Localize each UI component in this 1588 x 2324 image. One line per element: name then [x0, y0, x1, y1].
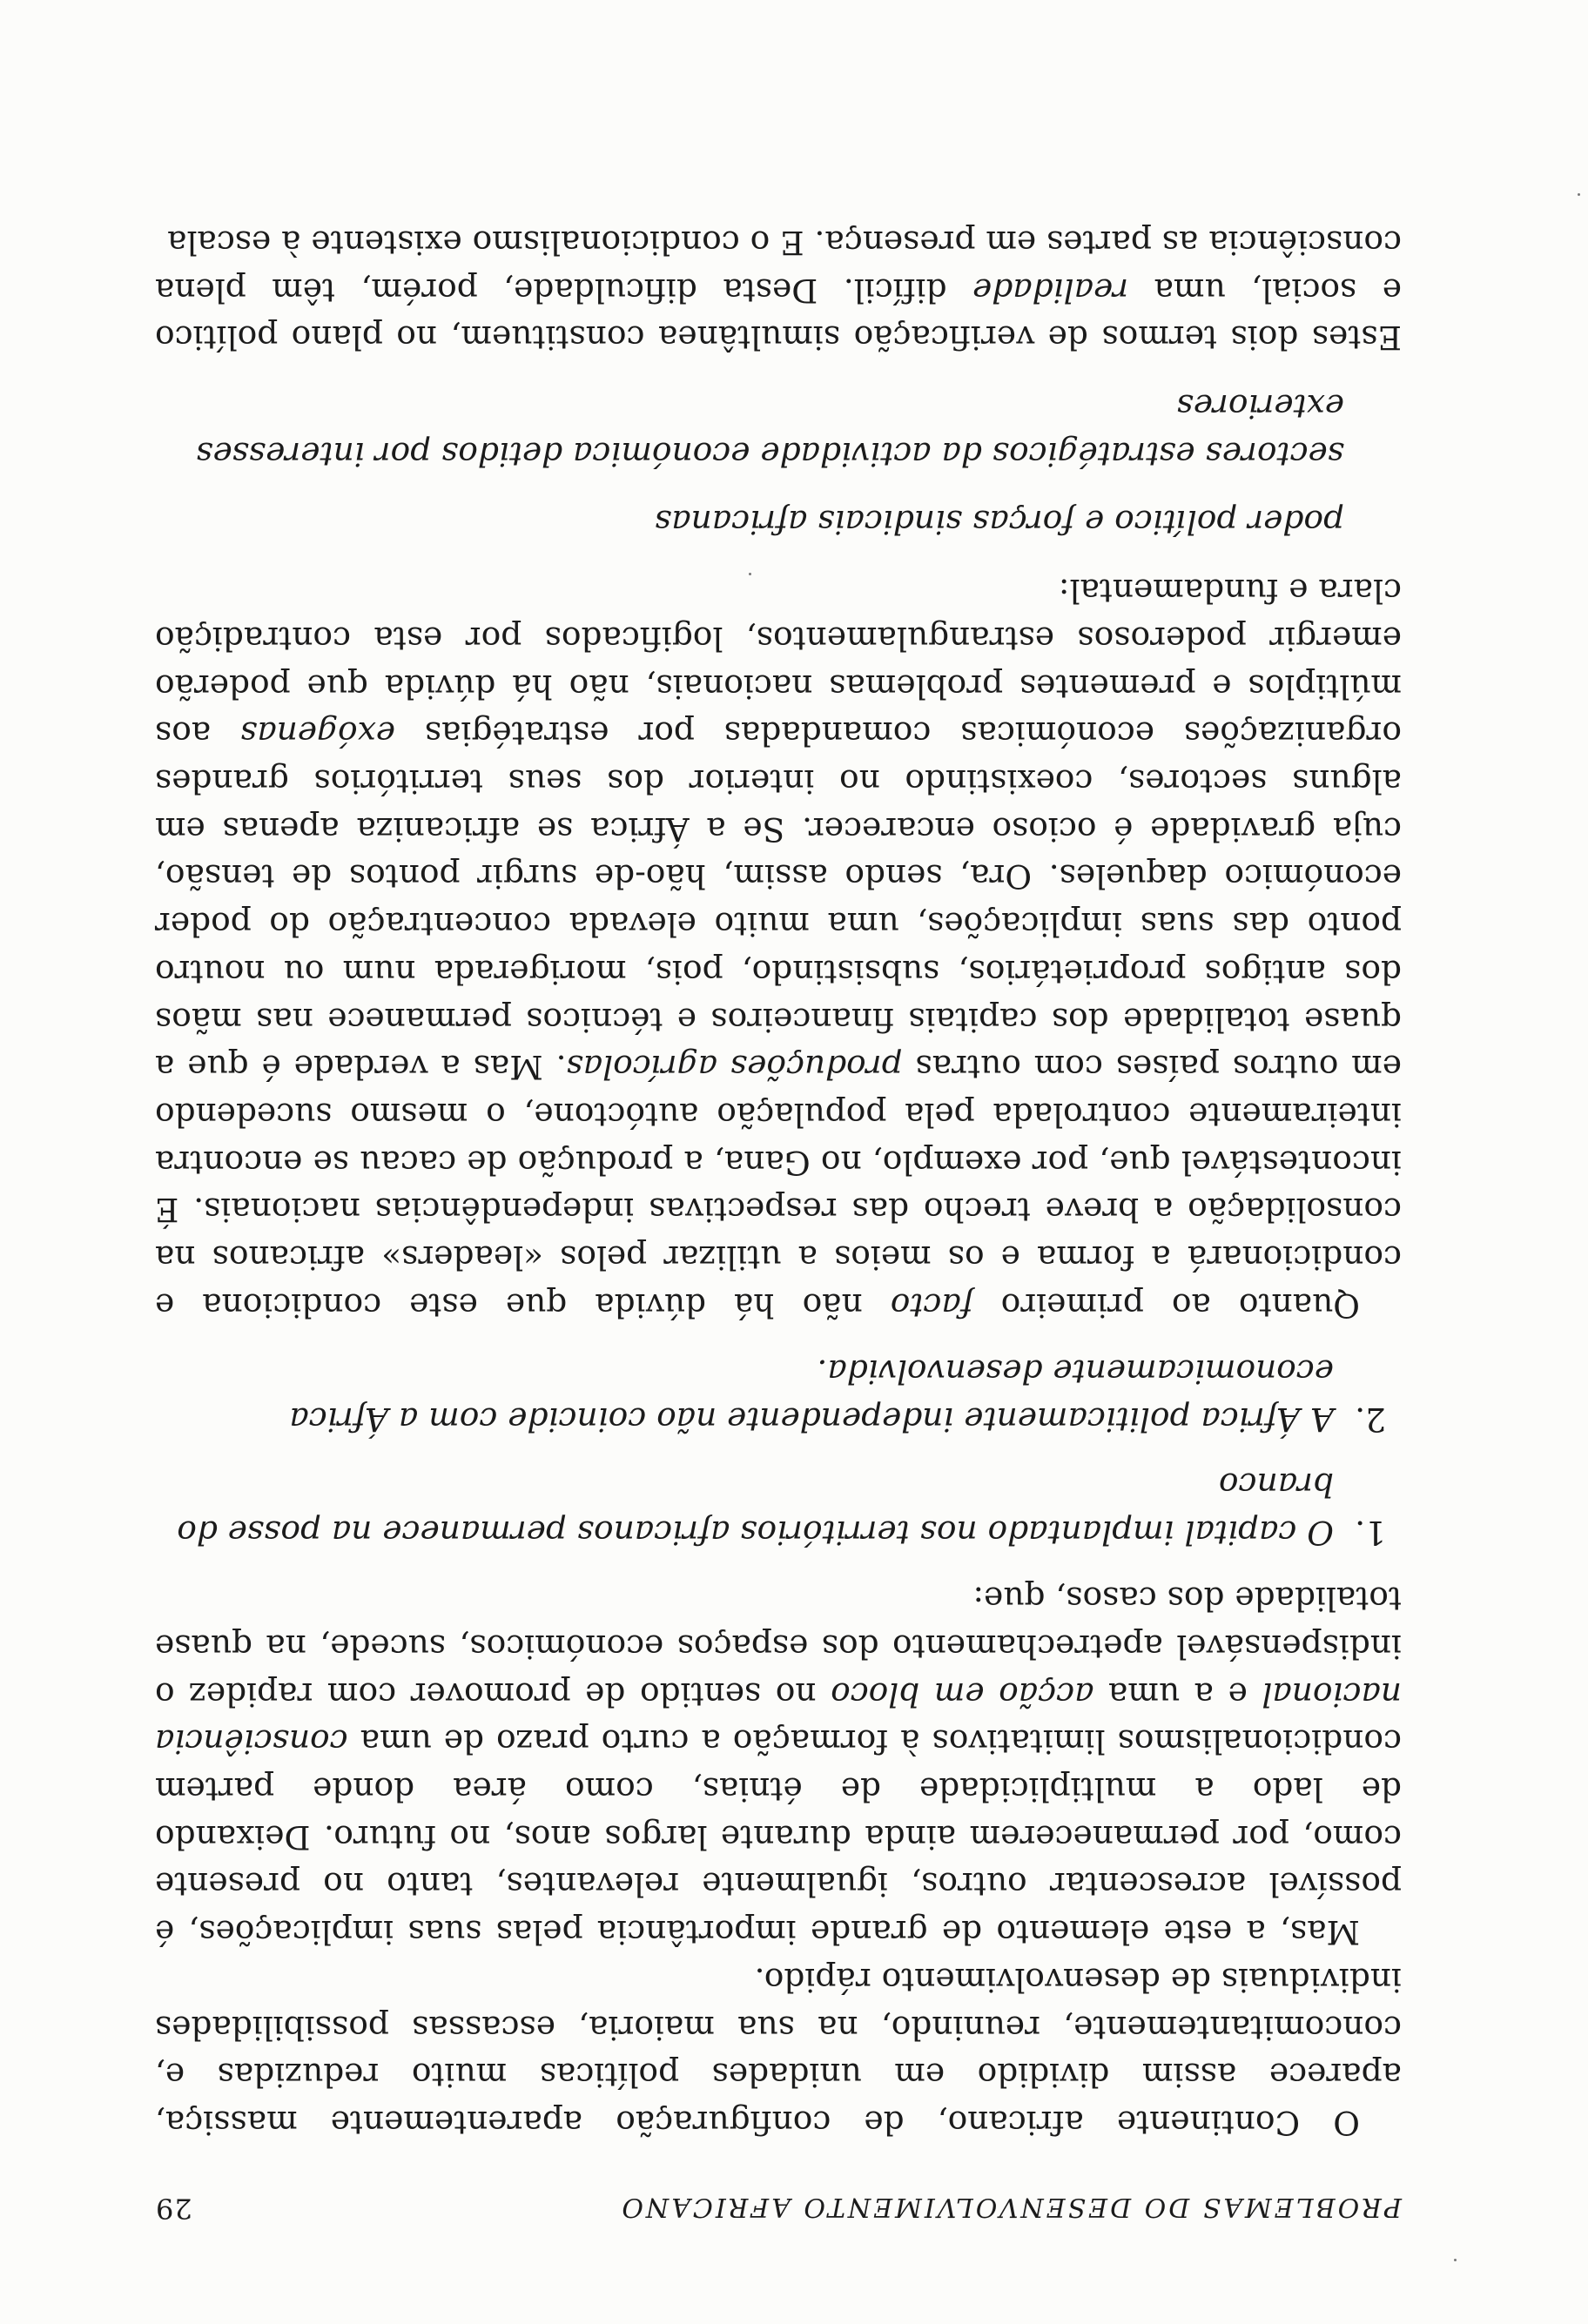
- paragraph-2-text: no sentido de promover com rapidez o indispensável apetrechamento dos espaços económicos, sucede, na quase totalidade dos casos, que:: [155, 1580, 1402, 1714]
- list-text: O capital implantado nos territórios africanos permanece na posse do branco: [177, 1465, 1334, 1552]
- paragraph-3: [155, 568, 1402, 1329]
- paragraph-3-emphasis: exógenas: [240, 715, 395, 754]
- text-block: [155, 218, 1402, 2225]
- paragraph-2-text: e a uma: [1093, 1675, 1262, 1714]
- paragraph-3-text: Quanto ao primeiro: [972, 1286, 1360, 1325]
- paragraph-2-emphasis: acção em bloco: [831, 1675, 1094, 1714]
- list-item: [155, 1461, 1402, 1555]
- paragraph-2-emphasis: consciência nacional: [155, 1675, 1402, 1762]
- paragraph-4-emphasis: realidade: [972, 271, 1129, 310]
- paragraph-2-text: Mas, a este elemento de grande importância pelas suas implicações, é possível acrescentar outros, igualmente relevantes, tanto no presente como, por permanecerem ainda durante largos anos, no futuro. Deixando de lado a multiplicidade de étnias, como área donde partem condicionalismos limitativos à formação a curto prazo de uma: [155, 1723, 1402, 1952]
- running-title: PROBLEMAS DO DESENVOLVIMENTO AFRICANO: [619, 2192, 1402, 2222]
- list-item: [155, 1348, 1402, 1443]
- scan-speck: [749, 573, 751, 575]
- running-header: [155, 2192, 1402, 2225]
- paragraph-1: O Continente africano, de configuração aparentemente massiça, aparece assim dividido em unidades políticas muito reduzidas e, concomitantemente, reunindo, na sua maioria, escassas possibilidades individuais de desenvolvimento rápido.: [155, 1960, 1402, 2142]
- paragraph-4-text: Estes dois termos de verificação simultânea constituem, no plano político e social, uma: [155, 271, 1402, 358]
- numbered-list: [155, 1348, 1402, 1556]
- subpoint-strategic-sectors: sectores estratégicos da actividade económica detidos por interesses exteriores: [196, 387, 1344, 474]
- paragraph-3-text: aos múltiplos e prementes problemas nacionais, não há dúvida que poderão emergir poderosos estrangulamentos, logificados por esta contradição clara e fundamental:: [155, 572, 1402, 754]
- paragraph-3-emphasis: facto: [890, 1286, 973, 1325]
- paragraph-4: [155, 218, 1402, 361]
- scan-speck: [1454, 2259, 1457, 2261]
- paragraph-3-text: . Mas a verdade é que a quase totalidade dos capitais financeiros e técnicos permanece nas mãos dos antigos proprietários, subsistindo, pois, morigerada num ou noutro ponto das suas implicações, uma muito elevada concentração do poder económico daqueles. Ora, sendo assim, hão-de surgir pontos de tensão, cuja gravidade é ocioso encarecer. Se a África se africaniza apenas em alguns sectores, coexistindo no interior dos seus territórios grandes organizações económicas comandadas por estratégias: [155, 715, 1402, 1087]
- paragraph-4-text: difícil. Desta dificuldade, porém, têm plena consciência as partes em presença. E o condicionalismo existente à escala: [155, 223, 1402, 310]
- list-number: 1.: [1355, 1513, 1386, 1552]
- paragraph-3-text: não há dúvida que este condiciona e condicionará a forma e os meios a utilizar pelos «leaders» africanos na consolidação a breve trecho das respectivas independências nacionais. É incontestável que, por exemplo, no Gana, a produção de cacau se encontra inteiramente controlada pela população autóctone, o mesmo sucedendo em outros países com outras: [155, 1048, 1402, 1325]
- scan-speck: [1578, 193, 1580, 196]
- list-number: 2.: [1355, 1400, 1386, 1440]
- page-number: 29: [155, 2192, 192, 2225]
- list-text: A África politicamente independente não coincide com a África economicamente desenvolvida.: [289, 1353, 1334, 1440]
- paragraph-3-emphasis: produções agrícolas: [566, 1048, 903, 1087]
- paragraph-2: [155, 1575, 1402, 1957]
- subpoint-political-power: poder político e forças sindicais africanas: [655, 503, 1344, 542]
